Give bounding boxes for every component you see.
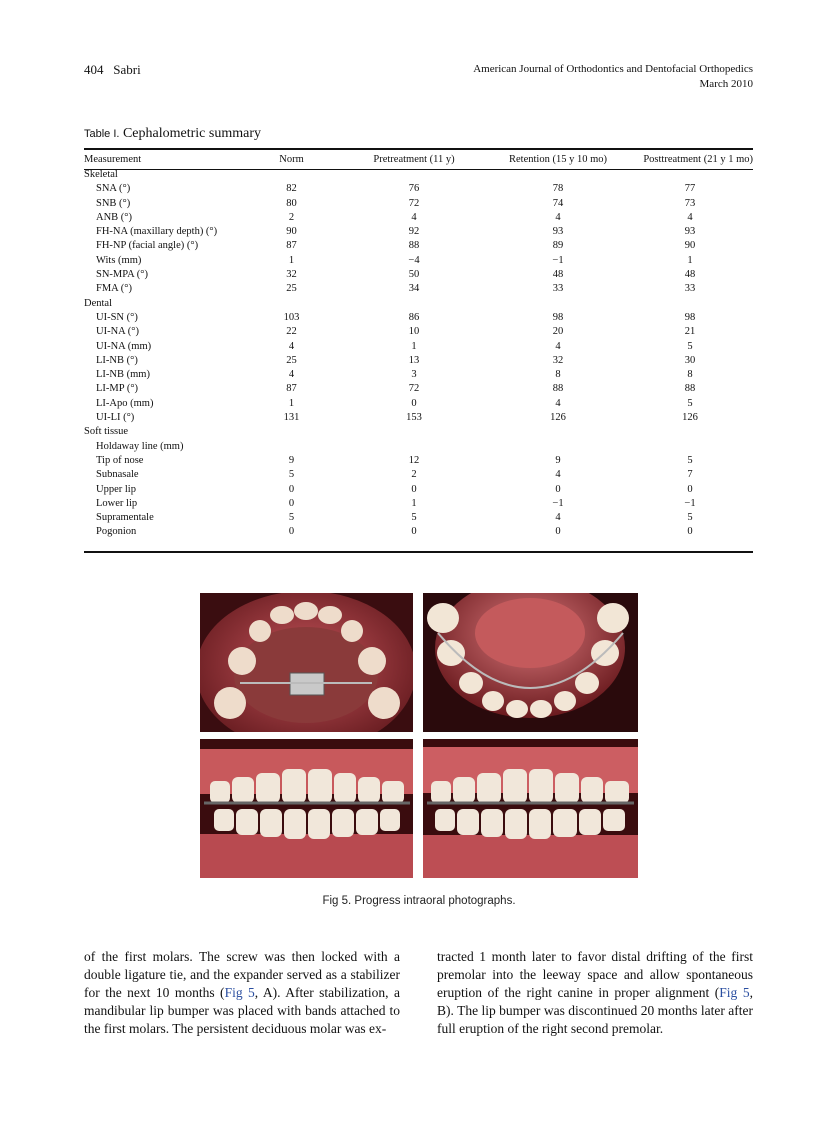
running-header-left [84, 62, 141, 78]
table-cell: 0 [555, 483, 561, 495]
section-heading: Dental [84, 297, 112, 309]
body-text: , B). The lip bumper was discontinued 20 months later after full eruption of the right second premolar. [437, 985, 753, 1036]
table-cell: 32 [286, 269, 297, 281]
table-cell: 72 [408, 197, 420, 209]
table-cell: 90 [684, 240, 696, 252]
table-cell: 48 [552, 269, 564, 281]
table-cell: 22 [286, 326, 297, 338]
table-row [84, 368, 753, 382]
measurement-name: Tip of nose [96, 454, 144, 466]
table-body [84, 168, 753, 540]
measurement-name: LI-MP (°) [96, 383, 139, 395]
table-cell: 90 [286, 226, 297, 238]
column-header: Retention (15 y 10 mo) [509, 153, 607, 165]
measurement-name: LI-Apo (mm) [96, 397, 154, 409]
table-cell: 1 [411, 497, 417, 509]
table-row [84, 225, 753, 239]
table-cell: 93 [552, 226, 564, 238]
table-cell: 33 [552, 283, 564, 295]
table-cell: 126 [682, 412, 698, 424]
table-cell [489, 440, 627, 454]
table-cell: 5 [687, 340, 693, 352]
table-row [84, 340, 753, 354]
column-header: Norm [279, 153, 304, 165]
table-cell: 0 [411, 526, 417, 538]
figure-link[interactable]: Fig 5 [719, 985, 750, 1000]
cephalometric-table [84, 150, 753, 540]
table-cell: 93 [684, 226, 696, 238]
body-column-right [437, 948, 753, 1038]
table-cell: 82 [286, 183, 297, 195]
table-caption: Cephalometric summary [122, 126, 261, 141]
table-row [84, 268, 753, 282]
table-cell: 0 [555, 526, 561, 538]
measurement-name: Subnasale [96, 469, 139, 481]
table-cell: 5 [687, 454, 693, 466]
table-cell: 76 [408, 183, 420, 195]
table-cell: 25 [286, 354, 297, 366]
table-title [84, 126, 261, 142]
measurement-name: Wits (mm) [96, 254, 142, 266]
table-cell: 0 [288, 483, 295, 495]
table-cell: 3 [411, 369, 417, 381]
table-cell: 92 [408, 226, 420, 238]
table-cell: 25 [286, 283, 297, 295]
issue-date: March 2010 [699, 78, 753, 90]
frontal-occlusion-photo-b [423, 739, 638, 878]
table-row [84, 311, 753, 325]
table-cell: 20 [552, 326, 564, 338]
table-cell: 4 [555, 340, 561, 352]
measurement-name: SN-MPA (°) [96, 269, 148, 281]
table-cell: 88 [552, 383, 564, 395]
table-cell: 10 [408, 326, 420, 338]
table-cell [339, 440, 489, 454]
table-cell: 5 [687, 512, 693, 524]
table-cell: 131 [283, 412, 300, 424]
section-row [84, 168, 753, 182]
table-cell: 2 [288, 211, 295, 223]
table-row [84, 211, 753, 225]
table-row [84, 511, 753, 525]
table-cell [244, 440, 339, 454]
table-cell: 4 [555, 397, 561, 409]
measurement-name: SNB (°) [96, 197, 131, 209]
column-header: Measurement [84, 153, 142, 165]
measurement-name: Upper lip [96, 483, 136, 495]
section-heading: Soft tissue [84, 426, 129, 438]
table-cell: 7 [687, 469, 693, 481]
column-header: Posttreatment (21 y 1 mo) [643, 153, 753, 165]
table-cell: 74 [552, 197, 564, 209]
measurement-name: FH-NP (facial angle) (°) [96, 240, 199, 252]
table-cell: −1 [552, 254, 564, 266]
table-cell: 0 [411, 483, 417, 495]
table-cell: 9 [288, 454, 295, 466]
table-cell: −4 [408, 254, 420, 266]
table-cell: 0 [411, 397, 417, 409]
measurement-name: ANB (°) [96, 211, 132, 223]
table-cell: 5 [288, 469, 295, 481]
table-cell: 88 [408, 240, 420, 252]
table-cell: 4 [288, 340, 295, 352]
table-cell: 126 [550, 412, 566, 424]
table-cell [627, 440, 753, 454]
table-row [84, 325, 753, 339]
section-heading: Skeletal [84, 169, 118, 180]
table-header-row [84, 150, 753, 168]
table-label: Table I. [84, 128, 120, 140]
table-row [84, 254, 753, 268]
measurement-name: Holdaway line (mm) [96, 440, 184, 452]
table-bottom-rule [84, 551, 753, 553]
table-row [84, 197, 753, 211]
table-cell: 8 [687, 369, 693, 381]
table-cell: 4 [687, 211, 693, 223]
table-cell: 98 [684, 311, 696, 323]
table-row [84, 182, 753, 196]
table-cell: 87 [286, 240, 297, 252]
table-cell: 32 [552, 354, 564, 366]
table-row [84, 468, 753, 482]
table-cell: 86 [408, 311, 420, 323]
table-cell: 5 [411, 512, 417, 524]
table-row [84, 411, 753, 425]
table-row [84, 497, 753, 511]
page-number: 404 [84, 62, 104, 77]
section-row [84, 297, 753, 311]
maxillary-occlusal-photo [200, 593, 413, 732]
table-cell: 4 [555, 469, 561, 481]
column-header: Pretreatment (11 y) [373, 153, 455, 165]
body-text: of the first molars. The screw was then locked with a double ligature tie, and the expander served as a stabilizer for the next 10 months ( [84, 949, 400, 1000]
table-cell: 34 [408, 283, 420, 295]
table-cell: 103 [283, 311, 300, 323]
table-row [84, 525, 753, 539]
figure-caption: Fig 5. Progress intraoral photographs. [322, 895, 516, 907]
table-cell: 33 [684, 283, 696, 295]
table-cell: 4 [288, 369, 295, 381]
table-cell: 0 [288, 497, 295, 509]
table-cell: −1 [684, 497, 696, 509]
running-author: Sabri [113, 62, 141, 77]
table-row [84, 282, 753, 296]
table-cell: 1 [288, 254, 295, 266]
measurement-name: Supramentale [96, 512, 154, 524]
figure-link[interactable]: Fig 5 [224, 985, 255, 1000]
figure-5-photos [200, 593, 638, 878]
body-text: tracted 1 month later to favor distal drifting of the first premolar into the leeway space and allow spontaneous eruption of the right canine in proper alignment ( [437, 949, 753, 1000]
table-cell: 30 [684, 354, 696, 366]
measurement-name: UI-NA (°) [96, 326, 139, 338]
table-cell: 5 [288, 512, 295, 524]
table-cell: 89 [552, 240, 564, 252]
measurement-name: LI-NB (°) [96, 354, 138, 366]
table-cell: 0 [288, 526, 295, 538]
table-cell: 4 [411, 211, 417, 223]
table-row [84, 354, 753, 368]
table-cell: 50 [408, 269, 420, 281]
measurement-name: UI-LI (°) [96, 412, 135, 424]
measurement-name: UI-SN (°) [96, 311, 138, 323]
table-cell: 87 [286, 383, 297, 395]
table-cell: 153 [406, 412, 422, 424]
running-header-right [473, 62, 753, 92]
table-cell: 2 [411, 469, 417, 481]
table-cell: 0 [687, 483, 693, 495]
table-cell: 12 [408, 454, 420, 466]
table-cell: 8 [555, 369, 561, 381]
table-cell: 21 [684, 326, 696, 338]
table-cell: 4 [555, 512, 561, 524]
table-cell: 48 [684, 269, 696, 281]
table-row [84, 239, 753, 253]
mandibular-occlusal-photo [423, 593, 638, 732]
measurement-name: LI-NB (mm) [96, 369, 150, 381]
measurement-name: UI-NA (mm) [96, 340, 152, 352]
table-cell: 13 [408, 354, 420, 366]
measurement-name: FH-NA (maxillary depth) (°) [96, 226, 218, 238]
journal-name: American Journal of Orthodontics and Dentofacial Orthopedics [473, 63, 753, 75]
table-cell: 4 [555, 211, 561, 223]
table-cell: 0 [687, 526, 693, 538]
body-text: , A). After stabilization, a mandibular lip bumper was placed with bands attached to the first molars. The persistent deciduous molar was ex- [84, 985, 400, 1036]
table-cell: 9 [555, 454, 561, 466]
frontal-occlusion-photo-a [200, 739, 413, 878]
table-cell: 73 [684, 197, 696, 209]
table-row [84, 483, 753, 497]
table-cell: 80 [286, 197, 297, 209]
measurement-name: FMA (°) [96, 283, 132, 295]
body-column-left [84, 948, 400, 1038]
table-row [84, 454, 753, 468]
table-cell: 1 [288, 397, 295, 409]
table-row [84, 382, 753, 396]
table-cell: 77 [684, 183, 696, 195]
measurement-name: Pogonion [96, 526, 137, 538]
table-cell: 72 [408, 383, 420, 395]
table-cell: 98 [552, 311, 564, 323]
measurement-name: Lower lip [96, 497, 138, 509]
table-cell: 88 [684, 383, 696, 395]
table-row [84, 440, 753, 454]
section-row [84, 425, 753, 439]
table-cell: 1 [411, 340, 417, 352]
table-cell: 1 [687, 254, 693, 266]
table-cell: 78 [552, 183, 564, 195]
table-row [84, 397, 753, 411]
measurement-name: SNA (°) [96, 183, 131, 195]
table-cell: 5 [687, 397, 693, 409]
table-cell: −1 [552, 497, 564, 509]
